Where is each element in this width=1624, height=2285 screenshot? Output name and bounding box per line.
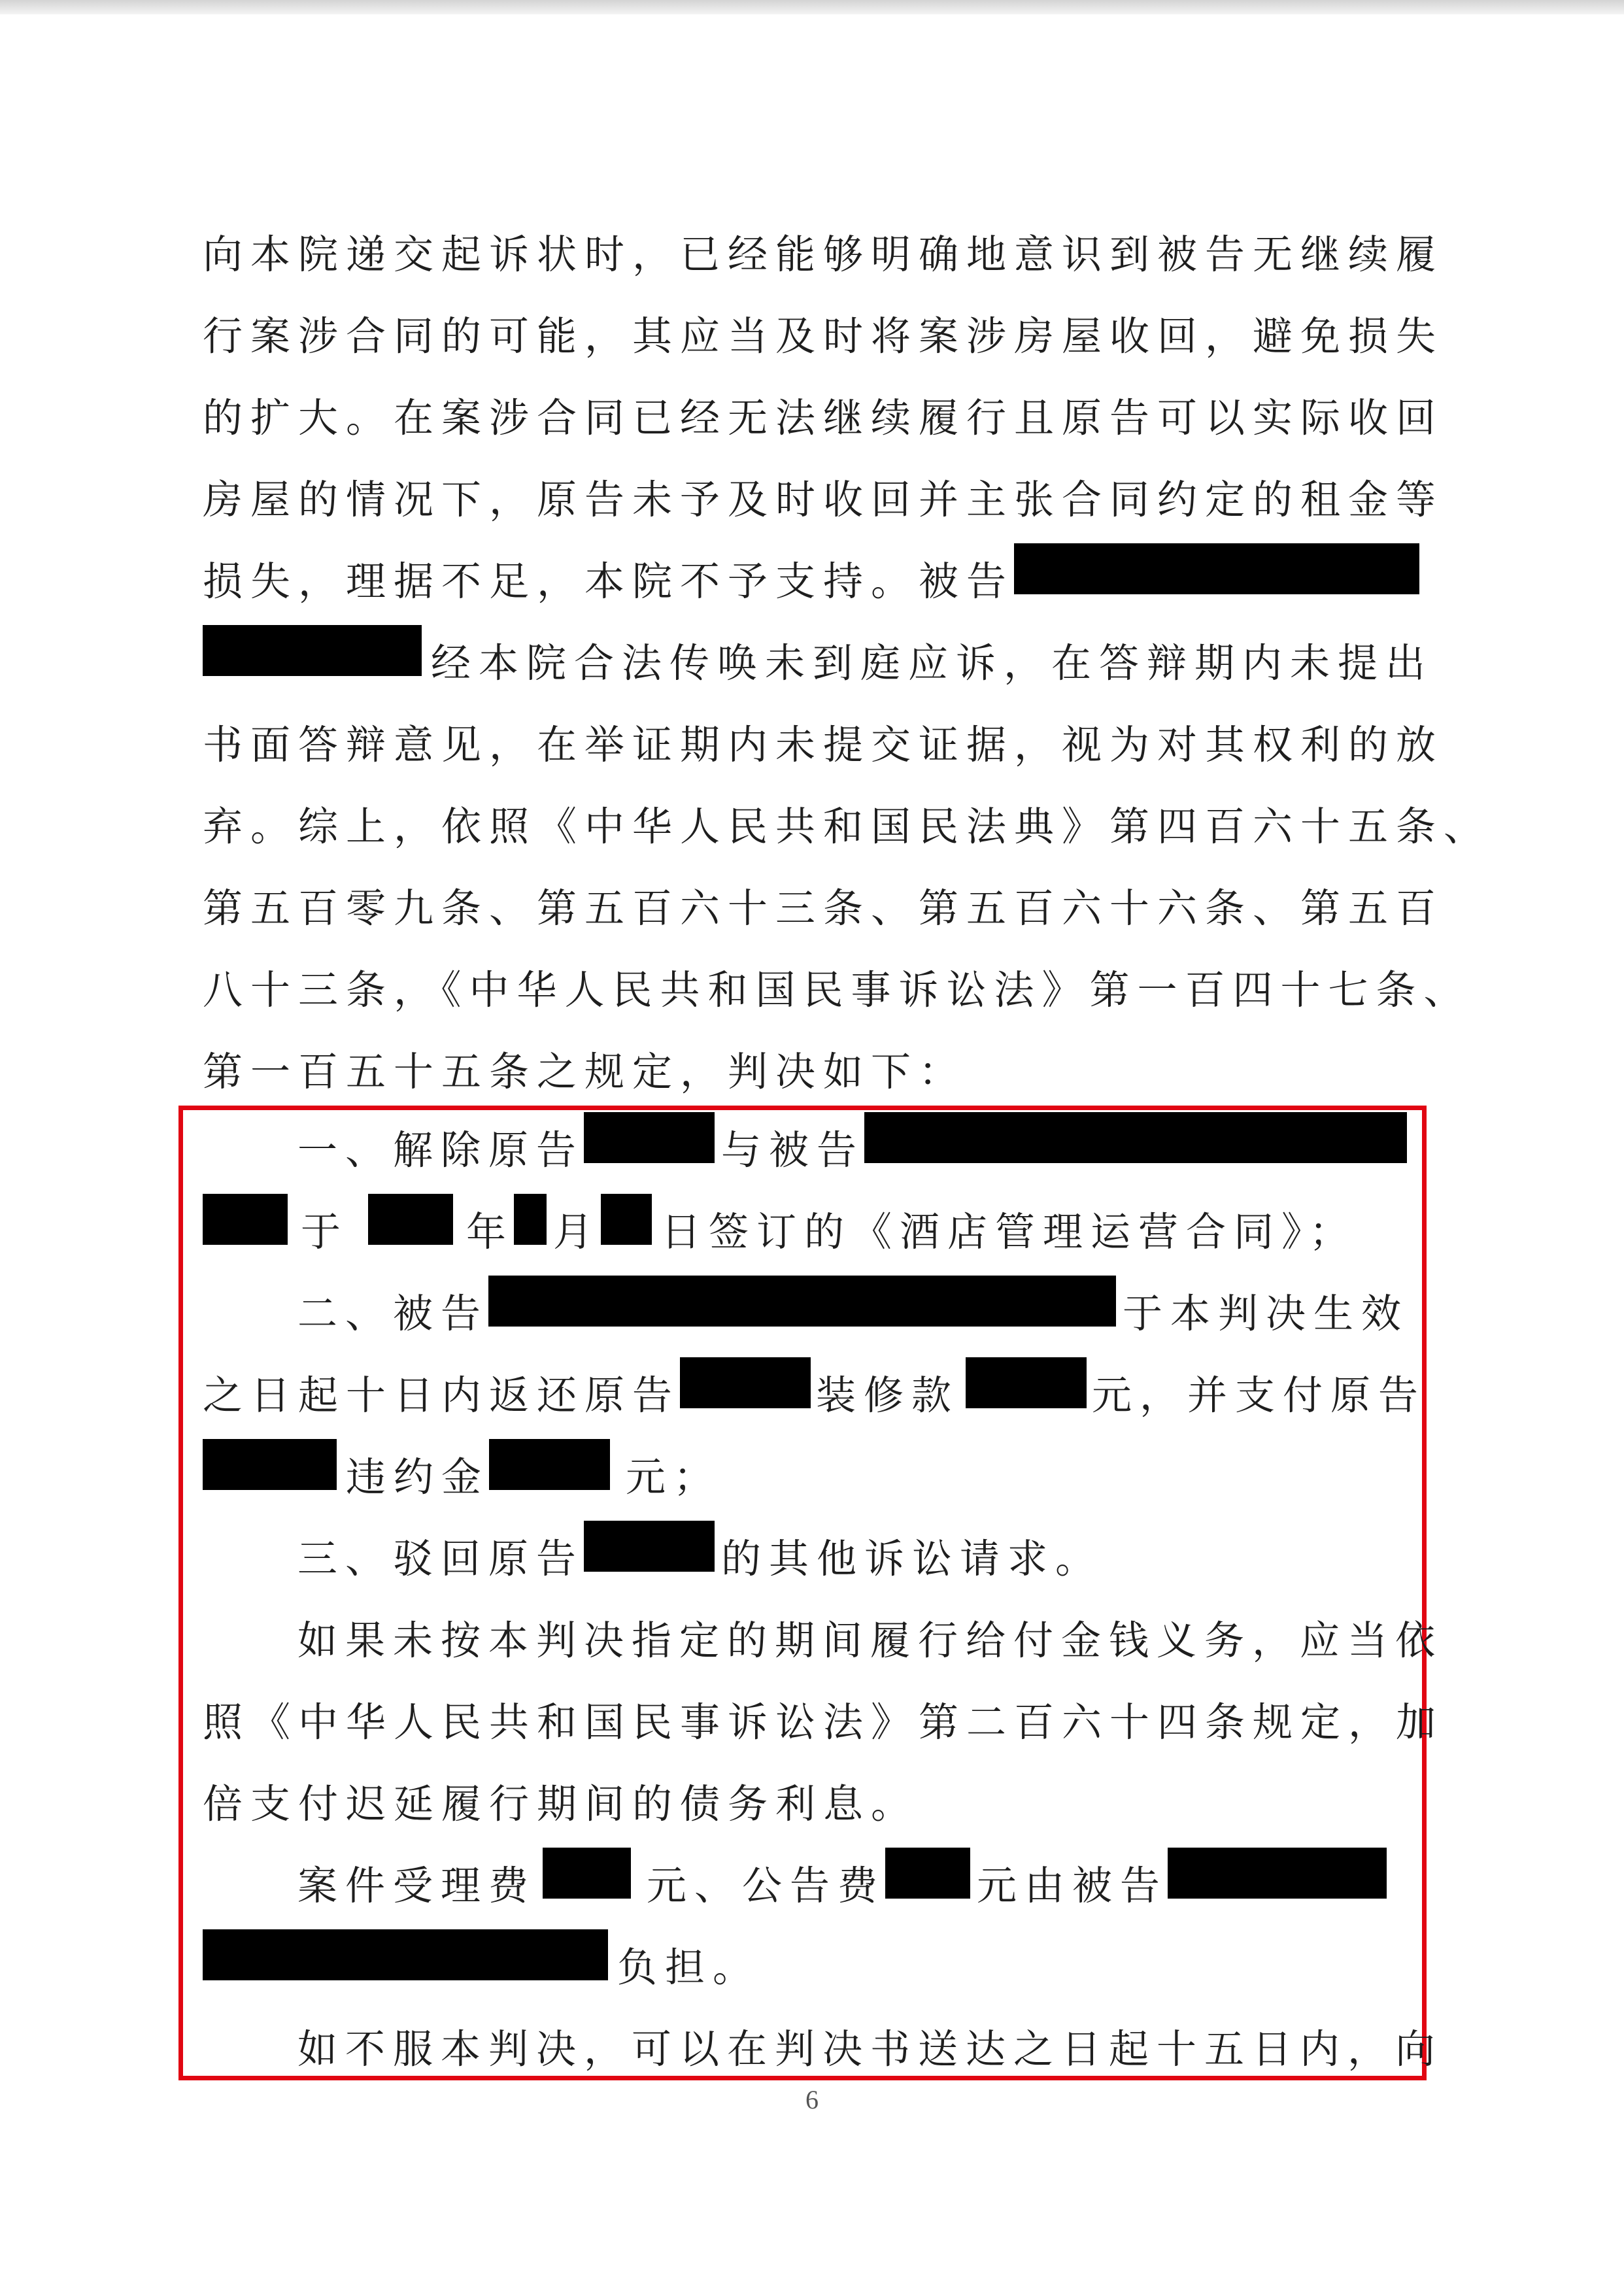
redaction-block <box>543 1848 631 1899</box>
redaction-block <box>203 1439 337 1490</box>
redaction-block <box>885 1848 970 1899</box>
line-text: 一、解除原告 <box>297 1127 584 1174</box>
line-text: 年 <box>466 1209 515 1255</box>
text-line-1 <box>203 219 1444 291</box>
line-text: 八十三条，《中华人民共和国民事诉讼法》第一百四十七条、 <box>203 967 1472 1013</box>
text-line-4 <box>203 464 1444 536</box>
line-text: 如果未按本判决指定的期间履行给付金钱义务，应当依 <box>297 1617 1444 1664</box>
line-text: 之日起十日内返还原告 <box>203 1372 681 1419</box>
line-text: 月 <box>553 1209 601 1255</box>
page-number: 6 <box>805 2085 819 2114</box>
redaction-block <box>203 625 422 676</box>
line-text: 元、公告费 <box>647 1863 886 1909</box>
redaction-block <box>584 1521 715 1572</box>
text-line-13 <box>203 1196 1379 1268</box>
line-text: 弃。综上，依照《中华人民共和国民法典》第四百六十五条、 <box>203 804 1492 850</box>
text-line-17 <box>203 1523 1474 1595</box>
text-line-5 <box>203 546 1379 618</box>
text-line-6 <box>203 628 1434 700</box>
text-line-15 <box>203 1360 1427 1432</box>
line-text: 与被告 <box>721 1127 865 1174</box>
text-line-20 <box>203 1769 1379 1840</box>
line-text: 倍支付迟延履行期间的债务利息。 <box>203 1781 919 1827</box>
line-text: 于本判决生效 <box>1123 1291 1410 1337</box>
redaction-block <box>584 1112 715 1163</box>
line-text: 照《中华人民共和国民事诉讼法》第二百六十四条规定，加 <box>203 1699 1444 1746</box>
text-line-10 <box>203 955 1472 1026</box>
redaction-block <box>368 1194 453 1245</box>
text-line-21 <box>203 1850 1474 1922</box>
line-text: 书面答辩意见，在举证期内未提交证据，视为对其权利的放 <box>203 722 1444 768</box>
text-line-7 <box>203 709 1444 781</box>
line-text: 三、驳回原告 <box>297 1536 584 1582</box>
line-text: 如不服本判决，可以在判决书送达之日起十五日内，向 <box>297 2026 1444 2073</box>
text-line-12 <box>203 1115 1474 1187</box>
redaction-block <box>488 1276 1116 1327</box>
line-text: 的扩大。在案涉合同已经无法继续履行且原告可以实际收回 <box>203 395 1444 441</box>
redaction-block <box>680 1357 811 1408</box>
line-text: 元由被告 <box>977 1863 1168 1909</box>
line-text: 第五百零九条、第五百六十三条、第五百六十六条、第五百 <box>203 885 1444 932</box>
redaction-block <box>966 1357 1087 1408</box>
line-text: 日签订的《酒店管理运营合同》； <box>661 1209 1357 1255</box>
redaction-block <box>203 1194 288 1245</box>
line-text: 案件受理费 <box>297 1863 537 1909</box>
line-text: 违约金 <box>346 1454 490 1500</box>
line-text: 二、被告 <box>297 1291 489 1337</box>
scan-top-edge <box>0 0 1624 14</box>
line-text: 经本院合法传唤未到庭应诉，在答辩期内未提出 <box>431 640 1434 686</box>
line-text: 损失，理据不足，本院不予支持。被告 <box>203 558 1015 605</box>
line-text: 于 <box>301 1209 349 1255</box>
text-line-16 <box>203 1442 1379 1514</box>
redaction-block <box>1014 543 1419 594</box>
text-line-11 <box>203 1036 1379 1108</box>
line-text: 向本院递交起诉状时，已经能够明确地意识到被告无继续履 <box>203 231 1444 278</box>
text-line-18 <box>203 1605 1474 1677</box>
text-line-14 <box>203 1278 1474 1350</box>
line-text: 元，并支付原告 <box>1092 1372 1427 1419</box>
text-line-9 <box>203 873 1444 945</box>
line-text: 房屋的情况下，原告未予及时收回并主张合同约定的租金等 <box>203 477 1444 523</box>
line-text: 的其他诉讼请求。 <box>721 1536 1104 1582</box>
text-line-19 <box>203 1687 1444 1759</box>
text-line-3 <box>203 382 1444 454</box>
redaction-block <box>1168 1848 1387 1899</box>
line-text: 装修款 <box>816 1372 960 1419</box>
redaction-block <box>514 1194 547 1245</box>
line-text: 第一百五十五条之规定，判决如下： <box>203 1049 967 1095</box>
text-line-8 <box>203 791 1492 863</box>
line-text: 负担。 <box>617 1944 761 1991</box>
redaction-block <box>203 1929 608 1980</box>
redaction-block <box>864 1112 1407 1163</box>
redaction-block <box>601 1194 652 1245</box>
line-text: 行案涉合同的可能，其应当及时将案涉房屋收回，避免损失 <box>203 313 1444 360</box>
redaction-block <box>489 1439 610 1490</box>
text-line-2 <box>203 301 1444 373</box>
line-text: 元； <box>626 1454 722 1500</box>
text-line-22 <box>203 1932 1379 2004</box>
text-line-23 <box>203 2014 1474 2086</box>
